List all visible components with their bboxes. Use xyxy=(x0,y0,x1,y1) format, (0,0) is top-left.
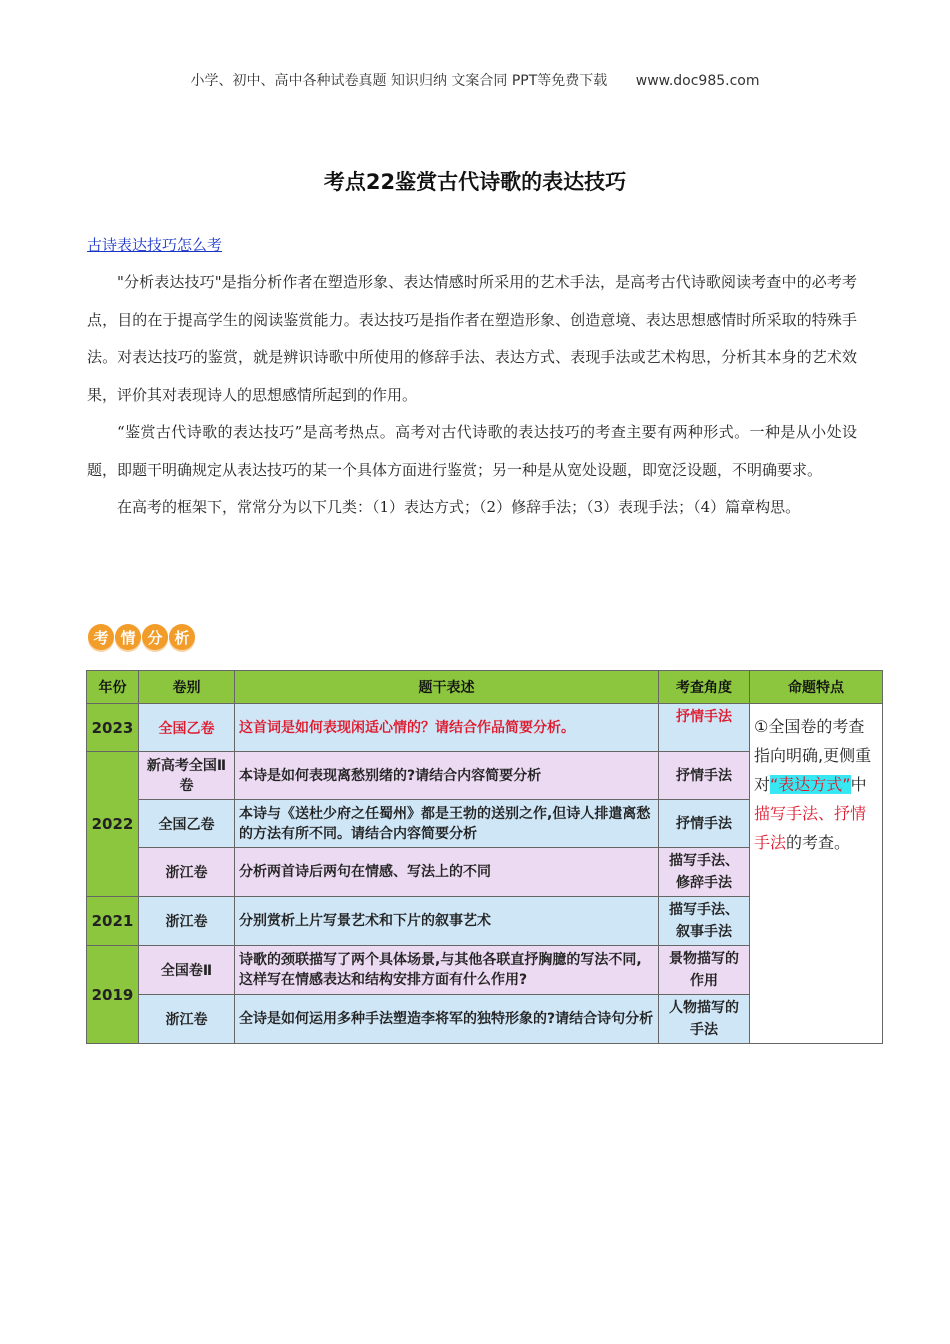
paper-cell: 全国卷Ⅱ xyxy=(139,946,235,995)
stem-cell: 本诗是如何表现离愁别绪的?请结合内容简要分析 xyxy=(235,752,659,800)
paper-cell: 浙江卷 xyxy=(139,848,235,897)
exam-analysis-badge xyxy=(88,624,196,658)
paper-cell: 全国乙卷 xyxy=(139,800,235,848)
angle-cell: 抒情手法 xyxy=(659,704,750,752)
col-header-angle: 考查角度 xyxy=(659,671,750,704)
feature-red-text: 描写手法、抒情手法 xyxy=(754,804,867,852)
badge-char: 分 xyxy=(142,624,168,650)
stem-cell: 这首词是如何表现闲适心情的？请结合作品简要分析。 xyxy=(235,704,659,752)
angle-cell: 人物描写的手法 xyxy=(659,995,750,1044)
col-header-stem: 题干表述 xyxy=(235,671,659,704)
stem-cell: 分析两首诗后两句在情感、写法上的不同 xyxy=(235,848,659,897)
feature-text: 的考查。 xyxy=(786,833,851,852)
paper-cell: 全国乙卷 xyxy=(139,704,235,752)
stem-cell: 分别赏析上片写景艺术和下片的叙事艺术 xyxy=(235,897,659,946)
badge-char: 考 xyxy=(88,624,114,650)
stem-cell: 全诗是如何运用多种手法塑造李将军的独特形象的?请结合诗句分析 xyxy=(235,995,659,1044)
col-header-feature: 命题特点 xyxy=(750,671,883,704)
feature-highlight: “表达方式” xyxy=(770,775,851,794)
col-header-year: 年份 xyxy=(87,671,139,704)
angle-cell: 抒情手法 xyxy=(659,800,750,848)
header-url[interactable]: www.doc985.com xyxy=(635,73,760,89)
stem-cell: 诗歌的颈联描写了两个具体场景,与其他各联直抒胸臆的写法不同,这样写在情感表达和结构安排方面有什么作用? xyxy=(235,946,659,995)
angle-cell: 抒情手法 xyxy=(659,752,750,800)
paper-cell: 新高考全国Ⅱ卷 xyxy=(139,752,235,800)
stem-cell: 本诗与《送杜少府之任蜀州》都是王勃的送别之作,但诗人排遣离愁的方法有所不同。请结合内容简要分析 xyxy=(235,800,659,848)
feature-cell xyxy=(750,704,883,1044)
feature-text: 中 xyxy=(850,775,867,794)
feature-text: ①全国卷的考查指向明确,更侧重对 xyxy=(754,717,872,794)
year-cell: 2021 xyxy=(87,897,139,946)
paragraph-2: “鉴赏古代诗歌的表达技巧”是高考热点。高考对古代诗歌的表达技巧的考查主要有两种形式。一种是从小处设题，即题干明确规定从表达技巧的某一个具体方面进行鉴赏；另一种是从宽处设题，即宽泛设题，不明确要求。 xyxy=(87,423,857,479)
table-header-row xyxy=(87,671,883,704)
angle-cell: 景物描写的作用 xyxy=(659,946,750,995)
badge-char: 析 xyxy=(169,624,195,650)
col-header-paper: 卷别 xyxy=(139,671,235,704)
exam-analysis-table xyxy=(86,670,883,1044)
year-cell: 2023 xyxy=(87,704,139,752)
angle-cell: 描写手法、修辞手法 xyxy=(659,848,750,897)
header-text: 小学、初中、高中各种试卷真题 知识归纳 文案合同 PPT等免费下载 xyxy=(190,73,608,89)
year-cell: 2019 xyxy=(87,946,139,1044)
badge-char: 情 xyxy=(115,624,141,650)
paragraph-1: "分析表达技巧"是指分析作者在塑造形象、表达情感时所采用的艺术手法，是高考古代诗歌阅读考查中的必考考点，目的在于提高学生的阅读鉴赏能力。表达技巧是指作者在塑造形象、创造意境、表达思想感情时所采取的特殊手法。对表达技巧的鉴赏，就是辨识诗歌中所使用的修辞手法、表达方式、表现手法或艺术构思，分析其本身的艺术效果，评价其对表现诗人的思想感情所起到的作用。 xyxy=(87,273,857,404)
paper-cell: 浙江卷 xyxy=(139,995,235,1044)
intro-paragraphs xyxy=(87,264,857,527)
paragraph-3: 在高考的框架下，常常分为以下几类：（1）表达方式；（2）修辞手法；（3）表现手法；（4）篇章构思。 xyxy=(117,498,801,516)
section-link[interactable]: 古诗表达技巧怎么考 xyxy=(87,236,223,254)
year-cell: 2022 xyxy=(87,752,139,897)
paper-cell: 浙江卷 xyxy=(139,897,235,946)
angle-cell: 描写手法、叙事手法 xyxy=(659,897,750,946)
table-row xyxy=(87,704,883,752)
page-header xyxy=(0,70,950,90)
page-title: 考点22鉴赏古代诗歌的表达技巧 xyxy=(323,170,627,194)
